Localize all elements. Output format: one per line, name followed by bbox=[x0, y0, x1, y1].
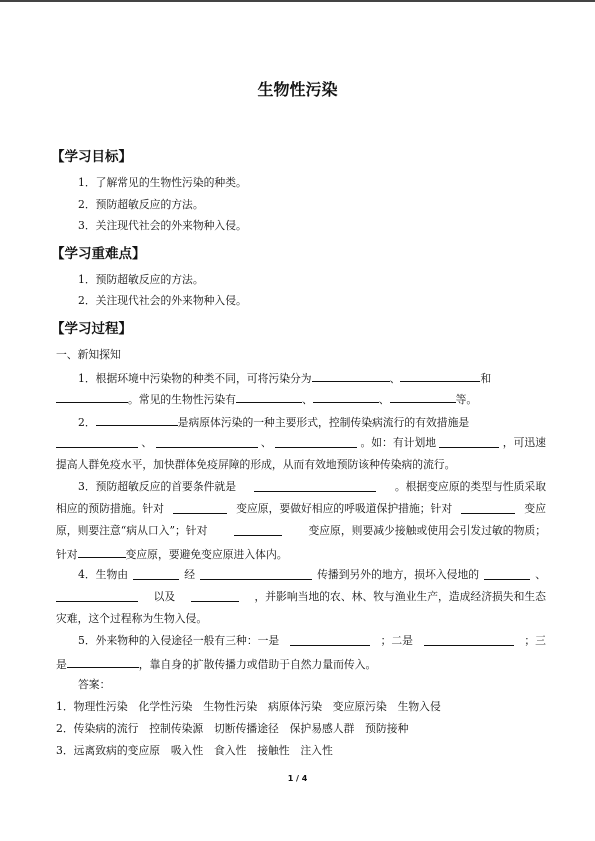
question-2-line-1: 2． 是病原体污染的一种主要形式，控制传染病流行的有效措施是 bbox=[78, 416, 470, 429]
fill-blank[interactable] bbox=[461, 502, 515, 514]
fill-blank[interactable] bbox=[290, 634, 370, 646]
fill-blank[interactable] bbox=[78, 546, 126, 558]
fill-blank[interactable] bbox=[173, 502, 227, 514]
process-heading: 【学习过程】 bbox=[51, 321, 132, 337]
fill-blank[interactable] bbox=[254, 480, 376, 492]
question-4-line-3: 灾难，这个过程称为生物入侵。 bbox=[56, 612, 208, 625]
fill-blank[interactable] bbox=[56, 436, 138, 448]
question-1-line-1: 1．根据环境中污染物的种类不同，可将污染分为 、 和 bbox=[78, 372, 492, 385]
question-2-line-2: 、 、 。如：有计划地 ，可迅速 bbox=[56, 436, 546, 450]
answer-item: 2．传染病的流行 控制传染源 切断传播途径 保护易感人群 预防接种 bbox=[56, 722, 409, 735]
question-1-line-2: 。常见的生物性污染有 、 、 等。 bbox=[56, 391, 546, 407]
fill-blank[interactable] bbox=[400, 370, 480, 382]
question-5-line-1: 5．外来物种的入侵途径一般有三种：一是 ；二是 ；三 bbox=[78, 634, 546, 647]
question-3-line-4: 针对 变应原，要避免变应原进入体内。 bbox=[56, 548, 288, 561]
fill-blank[interactable] bbox=[275, 436, 357, 448]
fill-blank[interactable] bbox=[484, 568, 530, 580]
fill-blank[interactable] bbox=[236, 391, 302, 403]
question-3-line-3: 原，则要注意“病从口入”；针对 变应原，则要减少接触或使用会引发过敏的物质； bbox=[56, 524, 546, 537]
key-points-heading: 【学习重难点】 bbox=[51, 246, 146, 262]
top-rule bbox=[0, 0, 595, 2]
question-3-line-1: 3．预防超敏反应的首要条件就是 。根据变应原的类型与性质采取 bbox=[78, 480, 546, 493]
fill-blank[interactable] bbox=[67, 656, 139, 668]
fill-blank[interactable] bbox=[424, 634, 514, 646]
question-4-line-2: 以及 ，并影响当地的农、林、牧与渔业生产，造成经济损失和生态 bbox=[56, 590, 546, 604]
fill-blank[interactable] bbox=[234, 524, 282, 536]
goal-item: 2．预防超敏反应的方法。 bbox=[78, 198, 204, 211]
key-point-item: 2．关注现代社会的外来物种入侵。 bbox=[78, 294, 247, 307]
page-title: 生物性污染 bbox=[257, 80, 338, 99]
question-2-line-3: 提高人群免疫水平，加快群体免疫屏障的形成，从而有效地预防该种传染病的流行。 bbox=[56, 458, 456, 471]
goals-heading: 【学习目标】 bbox=[51, 149, 132, 165]
fill-blank[interactable] bbox=[133, 568, 179, 580]
goal-item: 3．关注现代社会的外来物种入侵。 bbox=[78, 219, 247, 232]
answer-item: 1．物理性污染 化学性污染 生物性污染 病原体污染 变应原污染 生物入侵 bbox=[56, 700, 441, 713]
fill-blank[interactable] bbox=[56, 391, 128, 403]
fill-blank[interactable] bbox=[96, 414, 178, 426]
part-one-label: 一、新知探知 bbox=[56, 348, 121, 361]
fill-blank[interactable] bbox=[156, 436, 258, 448]
fill-blank[interactable] bbox=[439, 436, 499, 448]
answers-label: 答案： bbox=[78, 678, 111, 691]
key-point-item: 1．预防超敏反应的方法。 bbox=[78, 273, 204, 286]
fill-blank[interactable] bbox=[56, 590, 138, 602]
answer-item: 3．远离致病的变应原 吸入性 食入性 接触性 注入性 bbox=[56, 744, 333, 757]
question-3-line-2: 相应的预防措施。针对 变应原，要做好相应的呼吸道保护措施；针对 变应 bbox=[56, 502, 546, 515]
question-4-line-1: 4．生物由 经 传播到另外的地方，损坏入侵地的 、 bbox=[78, 568, 546, 581]
question-5-line-2: 是 ，靠自身的扩散传播力或借助于自然力量而传入。 bbox=[56, 658, 377, 671]
fill-blank[interactable] bbox=[312, 370, 390, 382]
fill-blank[interactable] bbox=[191, 590, 239, 602]
fill-blank[interactable] bbox=[390, 391, 456, 403]
fill-blank[interactable] bbox=[313, 391, 379, 403]
fill-blank[interactable] bbox=[200, 568, 312, 580]
goal-item: 1．了解常见的生物性污染的种类。 bbox=[78, 176, 247, 189]
page-number: 1 / 4 bbox=[287, 774, 308, 783]
